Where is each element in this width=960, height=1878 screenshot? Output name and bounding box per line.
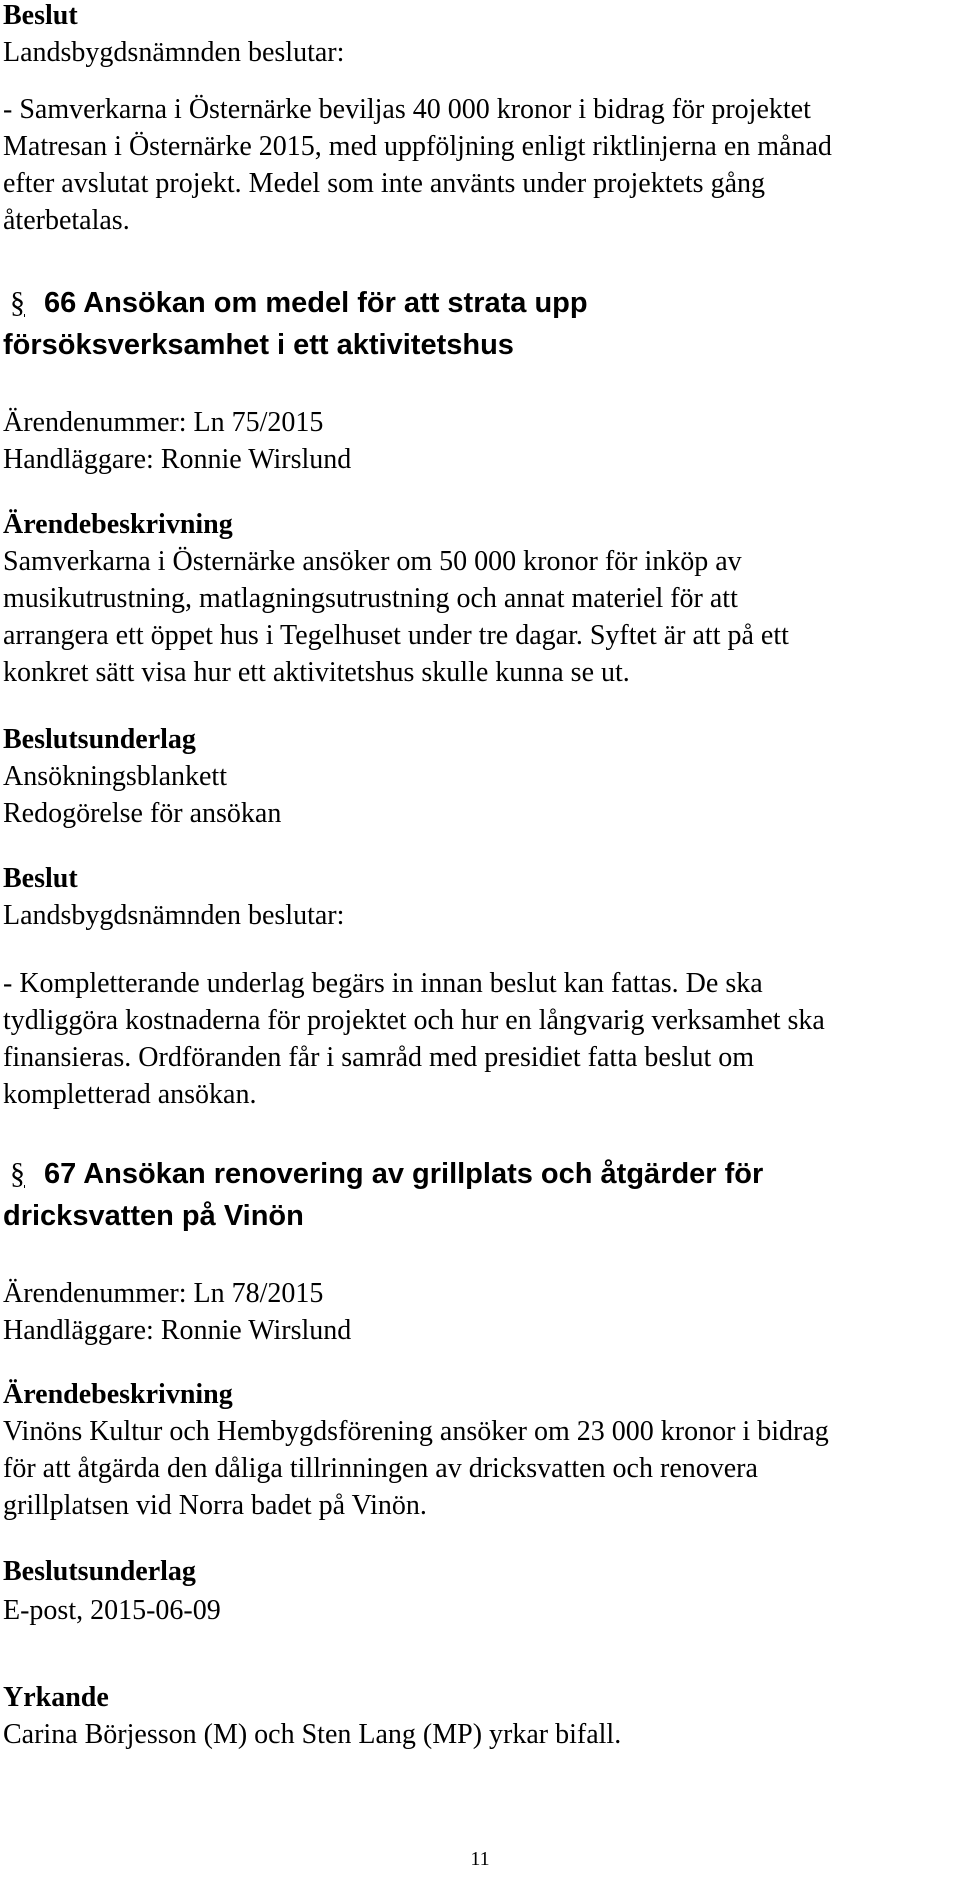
handler: Handläggare: Ronnie Wirslund (3, 444, 352, 475)
text-line: arrangera ett öppet hus i Tegelhuset under tre dagar. Syftet är att på ett (3, 620, 789, 651)
basis-label: Beslutsunderlag (3, 1556, 196, 1587)
decides-text: Landsbygdsnämnden beslutar: (3, 900, 345, 931)
case-number: Ärendenummer: Ln 78/2015 (3, 1278, 324, 1309)
handler: Handläggare: Ronnie Wirslund (3, 1315, 352, 1346)
basis-list (3, 758, 281, 832)
text-line: Samverkarna i Östernärke ansöker om 50 000 kronor för inköp av (3, 546, 742, 577)
text-line: konkret sätt visa hur ett aktivitetshus skulle kunna se ut. (3, 657, 630, 688)
text-line: för att åtgärda den dåliga tillrinningen av dricksvatten och renovera (3, 1453, 758, 1484)
claim-text: Carina Börjesson (M) och Sten Lang (MP) yrkar bifall. (3, 1719, 622, 1750)
description-text (3, 543, 789, 691)
list-item: E-post, 2015-06-09 (3, 1595, 221, 1626)
text-line: finansieras. Ordföranden får i samråd med presidiet fatta beslut om (3, 1042, 755, 1073)
text-line: musikutrustning, matlagningsutrustning och annat materiel för att (3, 583, 738, 614)
description-text (3, 1413, 829, 1524)
paragraph-mark: § (10, 286, 25, 319)
description-label: Ärendebeskrivning (3, 509, 233, 540)
text-line: - Samverkarna i Östernärke beviljas 40 000 kronor i bidrag för projektet (3, 94, 811, 125)
decision-text (3, 91, 832, 239)
decides-text: Landsbygdsnämnden beslutar: (3, 37, 345, 68)
section-heading-67 (0, 1153, 763, 1237)
heading-line: § 67 Ansökan renovering av grillplats och åtgärder för (0, 1153, 763, 1195)
heading-line: dricksvatten på Vinön (3, 1200, 304, 1232)
decision-text (3, 965, 825, 1113)
text-line: Matresan i Östernärke 2015, med uppföljning enligt riktlinjerna en månad (3, 131, 832, 162)
beslut-label: Beslut (3, 0, 78, 31)
beslut-label: Beslut (3, 863, 78, 894)
basis-list (3, 1592, 221, 1629)
paragraph-mark: § (10, 1157, 25, 1190)
list-item: Ansökningsblankett (3, 761, 227, 792)
heading-line: § 66 Ansökan om medel för att strata upp (0, 282, 588, 324)
text-line: efter avslutat projekt. Medel som inte använts under projektets gång (3, 168, 766, 199)
text-line: kompletterad ansökan. (3, 1079, 257, 1110)
text-line: återbetalas. (3, 205, 130, 236)
heading-line: försöksverksamhet i ett aktivitetshus (3, 329, 514, 361)
description-label: Ärendebeskrivning (3, 1379, 233, 1410)
text-line: Vinöns Kultur och Hembygdsförening ansöker om 23 000 kronor i bidrag (3, 1416, 829, 1447)
basis-label: Beslutsunderlag (3, 724, 196, 755)
section-heading-66 (0, 282, 588, 366)
text-line: - Kompletterande underlag begärs in innan beslut kan fattas. De ska (3, 968, 763, 999)
text-line: grillplatsen vid Norra badet på Vinön. (3, 1490, 427, 1521)
claim-label: Yrkande (3, 1682, 109, 1713)
text-line: tydliggöra kostnaderna för projektet och hur en långvarig verksamhet ska (3, 1005, 825, 1036)
case-number: Ärendenummer: Ln 75/2015 (3, 407, 324, 438)
list-item: Redogörelse för ansökan (3, 798, 282, 829)
page-number: 11 (470, 1848, 490, 1870)
